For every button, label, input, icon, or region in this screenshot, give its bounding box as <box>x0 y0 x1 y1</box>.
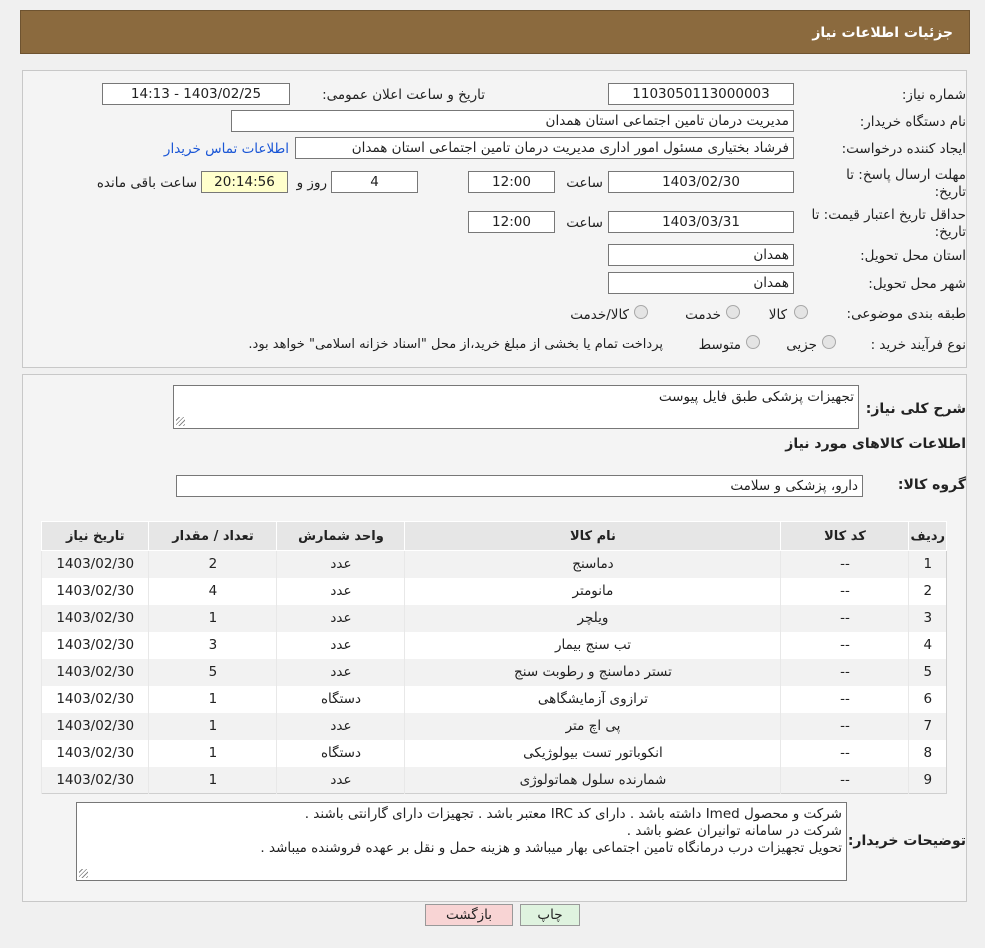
cell-code: -- <box>781 686 909 713</box>
cell-code: -- <box>781 713 909 740</box>
days-field: 4 <box>331 171 418 193</box>
cell-code: -- <box>781 578 909 605</box>
cell-code: -- <box>781 740 909 767</box>
category-option-goods-service: کالا/خدمت <box>570 307 629 323</box>
table-row <box>42 740 947 767</box>
resize-grip-icon[interactable] <box>176 417 185 426</box>
cell-name: ترازوی آزمایشگاهی <box>405 686 781 713</box>
category-option-goods: کالا <box>768 307 787 323</box>
cell-qty: 1 <box>149 713 277 740</box>
cell-row-num: 3 <box>909 605 947 632</box>
back-button[interactable]: بازگشت <box>425 904 513 926</box>
deadline-time-label: ساعت <box>566 175 603 191</box>
cell-unit: عدد <box>277 578 405 605</box>
cell-qty: 1 <box>149 686 277 713</box>
cell-date: 1403/02/30 <box>42 659 149 686</box>
city-field: همدان <box>608 272 794 294</box>
cell-qty: 1 <box>149 605 277 632</box>
notes-label: توضیحات خریدار: <box>847 833 966 849</box>
col-header-date: تاریخ نیاز <box>42 522 149 551</box>
category-radio-goods-service[interactable] <box>634 305 648 319</box>
cell-row-num: 6 <box>909 686 947 713</box>
table-row <box>42 686 947 713</box>
print-button[interactable]: چاپ <box>520 904 580 926</box>
notes-line-1: شرکت و محصول Imed داشته باشد . دارای کد IRC معتبر باشد . تجهیزات دارای گارانتی باشند . <box>304 806 842 822</box>
announce-field: 1403/02/25 - 14:13 <box>102 83 290 105</box>
items-panel <box>22 374 967 902</box>
col-header-row-num: ردیف <box>909 522 947 551</box>
deadline-label-2: تاریخ: <box>934 184 966 200</box>
desc-text: تجهیزات پزشکی طبق فایل پیوست <box>658 389 854 405</box>
cell-code: -- <box>781 632 909 659</box>
cell-unit: عدد <box>277 713 405 740</box>
cell-name: مانومتر <box>405 578 781 605</box>
cell-unit: عدد <box>277 551 405 578</box>
cell-qty: 1 <box>149 767 277 794</box>
cell-code: -- <box>781 767 909 794</box>
validity-label-2: تاریخ: <box>934 224 966 240</box>
details-panel <box>22 70 967 368</box>
cell-unit: دستگاه <box>277 686 405 713</box>
category-radio-goods[interactable] <box>794 305 808 319</box>
cell-date: 1403/02/30 <box>42 740 149 767</box>
notes-textarea[interactable] <box>76 802 847 881</box>
process-note: پرداخت تمام یا بخشی از مبلغ خرید،از محل "اسناد خزانه اسلامی" خواهد بود. <box>248 337 663 352</box>
category-radio-service[interactable] <box>726 305 740 319</box>
cell-unit: عدد <box>277 659 405 686</box>
validity-time-label: ساعت <box>566 215 603 231</box>
notes-line-3: تحویل تجهیزات درب درمانگاه تامین اجتماعی بهار میباشد و هزینه حمل و نقل بر عهده فروشنده میباشد . <box>260 840 842 856</box>
group-label: گروه کالا: <box>897 477 966 493</box>
col-header-unit: واحد شمارش <box>277 522 405 551</box>
validity-label: حداقل تاریخ اعتبار قیمت: تا <box>811 207 966 223</box>
cell-row-num: 7 <box>909 713 947 740</box>
cell-qty: 3 <box>149 632 277 659</box>
cell-unit: دستگاه <box>277 740 405 767</box>
category-label: طبقه بندی موضوعی: <box>846 306 966 322</box>
creator-field: فرشاد بختیاری مسئول امور اداری مدیریت درمان تامین اجتماعی استان همدان <box>295 137 794 159</box>
cell-code: -- <box>781 659 909 686</box>
buyer-org-field: مدیریت درمان تامین اجتماعی استان همدان <box>231 110 794 132</box>
cell-date: 1403/02/30 <box>42 605 149 632</box>
cell-name: تستر دماسنج و رطوبت سنج <box>405 659 781 686</box>
cell-name: دماسنج <box>405 551 781 578</box>
creator-label: ایجاد کننده درخواست: <box>841 141 966 157</box>
cell-name: پی اچ متر <box>405 713 781 740</box>
cell-code: -- <box>781 605 909 632</box>
cell-row-num: 8 <box>909 740 947 767</box>
table-row <box>42 578 947 605</box>
process-radio-minor[interactable] <box>822 335 836 349</box>
notes-line-2: شرکت در سامانه توانیران عضو باشد . <box>626 823 842 839</box>
deadline-date-field: 1403/02/30 <box>608 171 794 193</box>
announce-label: تاریخ و ساعت اعلان عمومی: <box>322 87 485 103</box>
cell-unit: عدد <box>277 767 405 794</box>
need-number-label: شماره نیاز: <box>901 87 966 103</box>
table-row <box>42 767 947 794</box>
table-row <box>42 659 947 686</box>
cell-date: 1403/02/30 <box>42 713 149 740</box>
process-option-medium: متوسط <box>698 337 741 353</box>
col-header-name: نام کالا <box>405 522 781 551</box>
cell-qty: 2 <box>149 551 277 578</box>
goods-info-title: اطلاعات کالاهای مورد نیاز <box>785 436 966 452</box>
cell-row-num: 9 <box>909 767 947 794</box>
desc-label: شرح کلی نیاز: <box>865 401 966 417</box>
cell-row-num: 5 <box>909 659 947 686</box>
deadline-label: مهلت ارسال پاسخ: تا <box>846 167 966 183</box>
province-label: استان محل تحویل: <box>860 248 966 264</box>
table-row <box>42 713 947 740</box>
cell-qty: 4 <box>149 578 277 605</box>
cell-row-num: 1 <box>909 551 947 578</box>
cell-date: 1403/02/30 <box>42 578 149 605</box>
cell-row-num: 4 <box>909 632 947 659</box>
group-field: دارو، پزشکی و سلامت <box>176 475 863 497</box>
resize-grip-icon[interactable] <box>79 869 88 878</box>
deadline-time-field: 12:00 <box>468 171 555 193</box>
validity-time-field: 12:00 <box>468 211 555 233</box>
cell-row-num: 2 <box>909 578 947 605</box>
cell-date: 1403/02/30 <box>42 632 149 659</box>
items-table <box>41 521 947 794</box>
validity-date-field: 1403/03/31 <box>608 211 794 233</box>
cell-name: شمارنده سلول هماتولوژی <box>405 767 781 794</box>
process-option-minor: جزیی <box>786 337 817 353</box>
col-header-qty: تعداد / مقدار <box>149 522 277 551</box>
col-header-code: کد کالا <box>781 522 909 551</box>
province-field: همدان <box>608 244 794 266</box>
items-table-body <box>42 551 947 794</box>
cell-name: تب سنج بیمار <box>405 632 781 659</box>
process-label: نوع فرآیند خرید : <box>870 337 966 353</box>
table-row <box>42 605 947 632</box>
cell-date: 1403/02/30 <box>42 551 149 578</box>
table-row <box>42 551 947 578</box>
cell-unit: عدد <box>277 632 405 659</box>
cell-date: 1403/02/30 <box>42 767 149 794</box>
page-header <box>20 10 970 54</box>
cell-name: انکوباتور تست بیولوژیکی <box>405 740 781 767</box>
need-number-field: 1103050113000003 <box>608 83 794 105</box>
cell-qty: 1 <box>149 740 277 767</box>
remaining-time-field: 20:14:56 <box>201 171 288 193</box>
page-title: جزئیات اطلاعات نیاز <box>812 25 953 41</box>
table-header-row <box>42 522 947 551</box>
cell-date: 1403/02/30 <box>42 686 149 713</box>
table-row <box>42 632 947 659</box>
cell-unit: عدد <box>277 605 405 632</box>
buyer-org-label: نام دستگاه خریدار: <box>859 114 966 130</box>
city-label: شهر محل تحویل: <box>868 276 966 292</box>
cell-name: ویلچر <box>405 605 781 632</box>
contact-info-link[interactable]: اطلاعات تماس خریدار <box>163 141 289 157</box>
cell-qty: 5 <box>149 659 277 686</box>
category-option-service: خدمت <box>685 307 721 323</box>
days-label: روز و <box>296 175 327 191</box>
process-radio-medium[interactable] <box>746 335 760 349</box>
remaining-time-label: ساعت باقی مانده <box>96 175 197 191</box>
cell-code: -- <box>781 551 909 578</box>
desc-textarea[interactable] <box>173 385 859 429</box>
